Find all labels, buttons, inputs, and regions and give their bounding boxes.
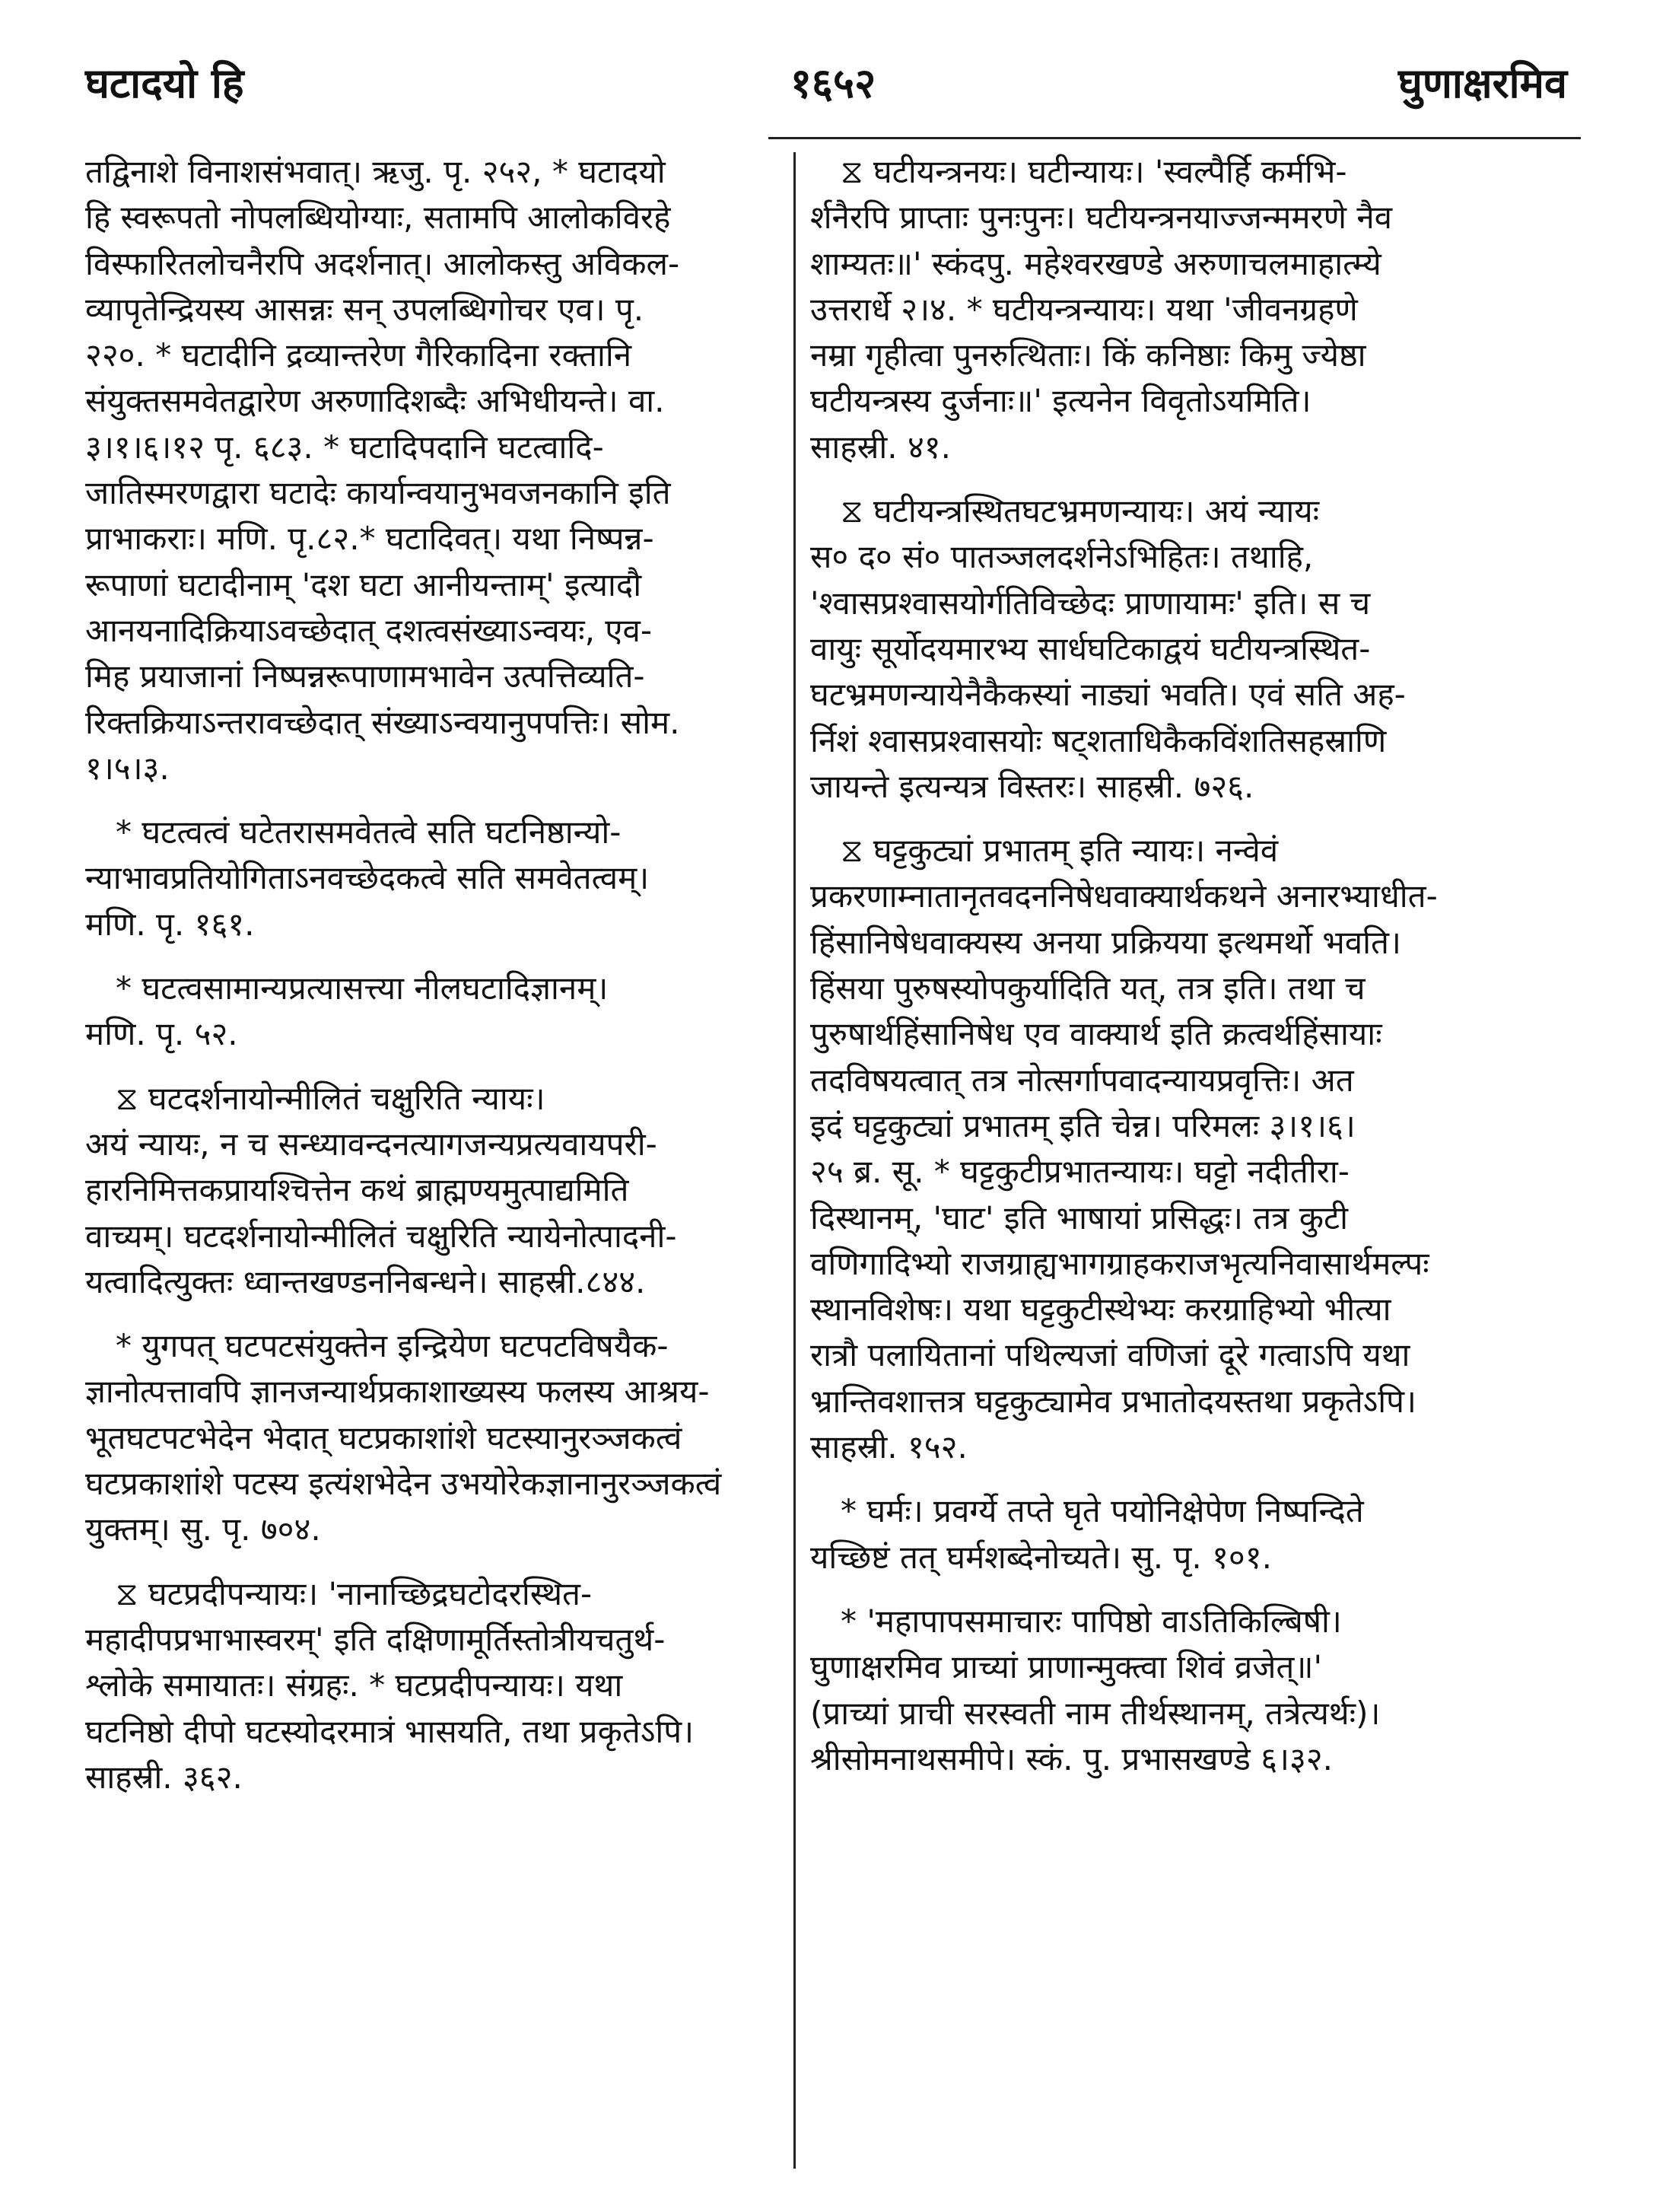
text-line: संयुक्तसमवेतद्वारेण अरुणादिशब्दैः अभिधीयन्ते। वा. (85, 382, 665, 420)
text-line: यत्वादित्युक्तः ध्वान्तखण्डननिबन्धने। साहस्री.८४४. (85, 1262, 646, 1300)
text-line: युक्तम्। सु. पृ. ७०४. (85, 1510, 321, 1548)
text-line: घटनिष्ठो दीपो घटस्योदरमात्रं भासयति, तथा प्रकृतेऽपि। (85, 1712, 695, 1750)
text-line: घटीयन्त्रस्य दुर्जनाः॥' इत्यनेन विवृतोऽयमिति। (810, 382, 1311, 420)
text-line: व्यापृतेन्द्रियस्य आसन्नः सन् उपलब्धिगोचर एव। पृ. (85, 290, 644, 328)
paragraph-gap (810, 470, 1518, 489)
text-line: हिंसानिषेधवाक्यस्य अनया प्रक्रियया इत्थमर्थो भवति। (810, 923, 1401, 961)
text-line: न्याभावप्रतियोगिताऽनवच्छेदकत्वे सति समवेतत्वम्। (85, 859, 650, 897)
text-line: विस्फारितलोचनैरपि अदर्शनात्। आलोकस्तु अविकल- (85, 244, 680, 282)
text-line: आनयनादिक्रियाऽवच्छेदात् दशत्वसंख्याऽन्वयः, एव- (85, 611, 653, 649)
paragraph-gap (810, 1580, 1518, 1599)
text-line: महादीपप्रभाभास्वरम्' इति दक्षिणामूर्तिस्तोत्रीयचतुर्थ- (85, 1620, 666, 1658)
text-line: * युगपत् घटपटसंयुक्तेन इन्द्रियेण घटपटविषयैक- (116, 1327, 669, 1365)
text-line: साहस्री. ३६२. (85, 1758, 243, 1796)
text-line: * घर्मः। प्रवर्ग्ये तप्ते घृते पयोनिक्षेपेण निष्पन्दिते (841, 1492, 1364, 1530)
text-line: स० द० सं० पातञ्जलदर्शनेऽभिहितः। तथाहि, (810, 538, 1314, 576)
text-line: वायुः सूर्योदयमारभ्य सार्धघटिकाद्वयं घटीयन्त्रस्थित- (810, 629, 1371, 667)
text-line: भ्रान्तिवशात्तत्र घट्टकुट्यामेव प्रभातोदयस्तथा प्रकृतेऽपि। (810, 1382, 1416, 1420)
paragraph-gap (810, 1470, 1518, 1488)
text-line: 'श्वासप्रश्वासयोर्गतिविच्छेदः प्राणायामः' इति। स च (810, 584, 1371, 622)
paragraph-gap (85, 947, 774, 966)
right-column (810, 149, 1518, 1782)
header-rule (768, 137, 1581, 139)
text-line: ⧖ घटीयन्त्रस्थितघटभ्रमणन्यायः। अयं न्यायः (841, 492, 1320, 530)
running-head-left: घटादयो हि (85, 59, 244, 107)
text-line: यच्छिष्टं तत् घर्मशब्देनोच्यते। सु. पृ. १०१. (810, 1538, 1272, 1576)
text-line: इदं घट्टकुट्यां प्रभातम् इति चेन्न। परिमलः ३।१।६। (810, 1106, 1356, 1144)
text-line: मणि. पृ. ५२. (85, 1015, 238, 1053)
text-line: ज्ञानोत्पत्तावपि ज्ञानजन्यार्थप्रकाशाख्यस्य फलस्य आश्रय- (85, 1373, 710, 1411)
left-column (85, 149, 774, 1800)
text-line: २२०. * घटादीनि द्रव्यान्तरेण गैरिकादिना रक्तानि (85, 336, 632, 374)
text-line: रूपाणां घटादीनाम् 'दश घटा आनीयन्ताम्' इत्यादौ (85, 565, 642, 603)
text-line: घटभ्रमणन्यायेनैकैकस्यां नाड्यां भवति। एवं सति अह- (810, 676, 1406, 714)
text-line: प्रकरणाम्नातानृतवदननिषेधवाक्यार्थकथने अनारभ्याधीत- (810, 877, 1438, 915)
text-line: ⧖ घट्टकुट्यां प्रभातम् इति न्यायः। नन्वेवं (841, 832, 1279, 870)
text-line: वणिगादिभ्यो राजग्राह्यभागग्राहकराजभृत्यनिवासार्थमल्पः (810, 1244, 1429, 1282)
text-line: तद्विनाशे विनाशसंभवात्। ऋजु. पृ. २५२, * घटादयो (85, 153, 666, 190)
paragraph-gap (85, 1305, 774, 1323)
text-line: जायन्ते इत्यन्यत्र विस्तरः। साहस्री. ७२६. (810, 767, 1254, 805)
text-line: ३।१।६।१२ पृ. ६८३. * घटादिपदानि घटत्वादि- (85, 428, 604, 466)
text-line: घुणाक्षरमिव प्राच्यां प्राणान्मुक्त्वा शिवं व्रजेत्॥' (810, 1648, 1323, 1686)
paragraph-gap (85, 791, 774, 810)
text-line: भूतघटपटभेदेन भेदात् घटप्रकाशांशे घटस्यानुरञ्जकत्वं (85, 1418, 682, 1456)
text-line: जातिस्मरणद्वारा घटादेः कार्यान्वयानुभवजनकानि इति (85, 474, 671, 512)
text-line: दिस्थानम्, 'घाट' इति भाषायां प्रसिद्धः। तत्र कुटी (810, 1198, 1349, 1236)
text-line: वाच्यम्। घटदर्शनायोन्मीलितं चक्षुरिति न्यायेनोत्पादनी- (85, 1217, 677, 1255)
text-line: पुरुषार्थहिंसानिषेध एव वाक्यार्थ इति क्रत्वर्थहिंसायाः (810, 1015, 1382, 1053)
text-line: शाम्यतः॥' स्कंदपु. महेश्वरखण्डे अरुणाचलमाहात्म्ये (810, 244, 1381, 282)
text-line: हिंसया पुरुषस्योपकुर्यादिति यत्, तत्र इति। तथा च (810, 969, 1366, 1007)
text-line: रात्रौ पलायितानां पथिल्यजां वणिजां दूरे गत्वाऽपि यथा (810, 1336, 1410, 1374)
text-line: साहस्री. १५२. (810, 1428, 968, 1466)
text-line: उत्तरार्धे २।४. * घटीयन्त्रन्यायः। यथा 'जीवनग्रहणे (810, 290, 1358, 328)
text-line: हारनिमित्तकप्रायश्चित्तेन कथं ब्राह्मण्यमुत्पाद्यमिति (85, 1171, 629, 1209)
text-line: (प्राच्यां प्राची सरस्वती नाम तीर्थस्थानम्, तत्रेत्यर्थः)। (810, 1694, 1381, 1732)
paragraph-gap (85, 1058, 774, 1076)
text-line: अयं न्यायः, न च सन्ध्यावन्दनत्यागजन्यप्रत्यवायपरी- (85, 1125, 657, 1163)
text-line: * घटत्वत्वं घटेतरासमवेतत्वे सति घटनिष्ठान्यो- (116, 813, 622, 851)
text-line: ⧖ घटप्रदीपन्यायः। 'नानाच्छिद्रघटोदरस्थित- (116, 1574, 593, 1612)
text-line: रिक्तक्रियाऽन्तरावच्छेदात् संख्याऽन्वयानुपपत्तिः। सोम. (85, 703, 680, 741)
text-line: २५ ब्र. सू. * घट्टकुटीप्रभातन्यायः। घट्टो नदीतीरा- (810, 1153, 1350, 1191)
text-line: र्शनैरपि प्राप्ताः पुनःपुनः। घटीयन्त्रनयाज्जन्ममरणे नैव (810, 199, 1393, 237)
text-line: मिह प्रयाजानां निष्पन्नरूपाणामभावेन उत्पत्तिव्यति- (85, 657, 645, 695)
text-line: घटप्रकाशांशे पटस्य इत्यंशभेदेन उभयोरेकज्ञानानुरञ्जकत्वं (85, 1465, 722, 1503)
text-line: साहस्री. ४१. (810, 428, 951, 466)
text-line: प्राभाकराः। मणि. पृ.८२.* घटादिवत्। यथा निष्पन्न- (85, 520, 654, 558)
text-line: स्थानविशेषः। यथा घट्टकुटीस्थेभ्यः करग्राहिभ्यो भीत्या (810, 1291, 1391, 1329)
text-line: ⧖ घटदर्शनायोन्मीलितं चक्षुरिति न्यायः। (116, 1079, 545, 1117)
text-line: र्निशं श्वासप्रश्वासयोः षट्शताधिकैकविंशतिसहस्राणि (810, 721, 1387, 759)
column-divider (793, 152, 796, 2169)
text-line: तदविषयत्वात् तत्र नोत्सर्गापवादन्यायप्रवृत्तिः। अत (810, 1061, 1354, 1099)
text-line: * घटत्वसामान्यप्रत्यासत्त्या नीलघटादिज्ञानम्। (116, 969, 609, 1007)
text-line: १।५।३. (85, 749, 170, 787)
paragraph-gap (810, 810, 1518, 828)
text-line: * 'महापापसमाचारः पापिष्ठो वाऽतिकिल्बिषी। (841, 1602, 1342, 1640)
running-head-right: घुणाक्षरमिव (1397, 59, 1567, 107)
text-line: श्लोके समायातः। संग्रहः. * घटप्रदीपन्यायः। यथा (85, 1666, 623, 1704)
text-line: मणि. पृ. १६१. (85, 905, 255, 943)
text-line: श्रीसोमनाथसमीपे। स्कं. पु. प्रभासखण्डे ६।३२. (810, 1739, 1333, 1778)
page-number: १६५२ (790, 59, 876, 107)
paragraph-gap (85, 1553, 774, 1571)
text-line: हि स्वरूपतो नोपलब्धियोग्याः, सतामपि आलोकविरहे (85, 199, 671, 237)
text-line: नम्रा गृहीत्वा पुनरुत्थिताः। किं कनिष्ठाः किमु ज्येष्ठा (810, 336, 1366, 374)
text-line: ⧖ घटीयन्त्रनयः। घटीन्यायः। 'स्वल्पैर्हि कर्मभि- (841, 153, 1347, 190)
